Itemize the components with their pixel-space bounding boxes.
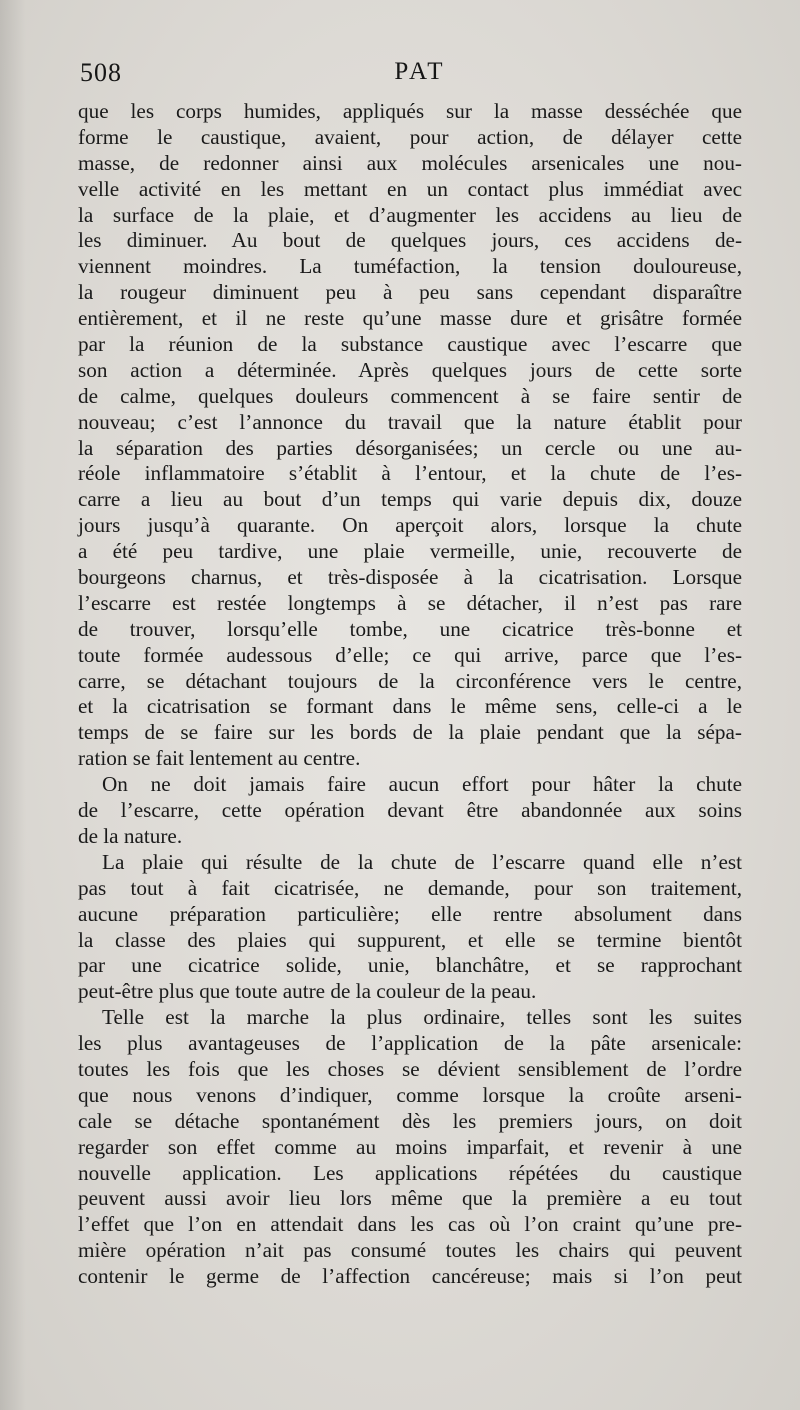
text-line: temps de se faire sur les bords de la plaie pendant que la sépa- xyxy=(78,720,742,745)
text-line: la classe des plaies qui suppurent, et elle se termine bientôt xyxy=(78,927,742,952)
text-line: carre a lieu au bout d’un temps qui varie depuis dix, douze xyxy=(78,487,742,512)
text-line: nouveau; c’est l’annonce du travail que la nature établit pour xyxy=(78,409,742,434)
text-line: cale se détache spontanément dès les premiers jours, on doit xyxy=(78,1108,742,1133)
text-line: de calme, quelques douleurs commencent à se faire sentir de xyxy=(78,383,742,408)
text-line: entièrement, et il ne reste qu’une masse dure et grisâtre formée xyxy=(78,306,742,331)
text-line: que les corps humides, appliqués sur la masse desséchée que xyxy=(78,99,742,123)
text-line: les plus avantageuses de l’application de la pâte arsenicale: xyxy=(78,1031,742,1056)
text-line: ration se fait lentement au centre. xyxy=(78,746,361,771)
body-text xyxy=(78,99,742,1290)
text-line: son action a déterminée. Après quelques jours de cette sorte xyxy=(78,357,742,382)
text-line: velle activité en les mettant en un contact plus immédiat avec xyxy=(78,176,742,201)
text-line: réole inflammatoire s’établit à l’entour, et la chute de l’es- xyxy=(78,461,742,486)
text-line: la rougeur diminuent peu à peu sans cependant disparaître xyxy=(78,280,742,305)
text-line: masse, de redonner ainsi aux molécules arsenicales une nou- xyxy=(78,150,742,175)
text-line: de la nature. xyxy=(78,823,183,848)
text-line: Telle est la marche la plus ordinaire, telles sont les suites xyxy=(102,1005,742,1030)
text-line: bourgeons charnus, et très-disposée à la cicatrisation. Lorsque xyxy=(78,565,742,590)
running-head: PAT xyxy=(394,58,446,85)
text-line: et la cicatrisation se formant dans le même sens, celle-ci a le xyxy=(78,694,742,719)
text-line: l’effet que l’on en attendait dans les cas où l’on craint qu’une pre- xyxy=(78,1212,742,1237)
text-line: par une cicatrice solide, unie, blanchâtre, et se rapprochant xyxy=(78,953,742,978)
text-line: a été peu tardive, une plaie vermeille, unie, recouverte de xyxy=(78,539,742,564)
text-line: viennent moindres. La tuméfaction, la tension douloureuse, xyxy=(78,254,742,279)
text-line: de l’escarre, cette opération devant être abandonnée aux soins xyxy=(78,798,742,823)
text-line: pas tout à fait cicatrisée, ne demande, pour son traitement, xyxy=(78,875,742,900)
page-header xyxy=(80,58,740,92)
text-line: aucune préparation particulière; elle rentre absolument dans xyxy=(78,901,742,926)
text-line: On ne doit jamais faire aucun effort pour hâter la chute xyxy=(102,772,742,797)
text-line: peut-être plus que toute autre de la couleur de la peau. xyxy=(78,979,537,1004)
text-line: La plaie qui résulte de la chute de l’escarre quand elle n’est xyxy=(102,849,742,874)
text-line: toutes les fois que les choses se dévient sensiblement de l’ordre xyxy=(78,1056,742,1081)
text-line: la séparation des parties désorganisées; un cercle ou une au- xyxy=(78,435,742,460)
text-line: l’escarre est restée longtemps à se détacher, il n’est pas rare xyxy=(78,590,742,615)
text-line: de trouver, lorsqu’elle tombe, une cicatrice très-bonne et xyxy=(78,616,742,641)
page-number: 508 xyxy=(80,58,122,87)
text-line: carre, se détachant toujours de la circonférence vers le centre, xyxy=(78,668,742,693)
text-line: jours jusqu’à quarante. On aperçoit alors, lorsque la chute xyxy=(78,513,742,538)
text-line: forme le caustique, avaient, pour action, de délayer cette xyxy=(78,124,742,149)
text-line: les diminuer. Au bout de quelques jours, ces accidens de- xyxy=(78,228,742,253)
text-line: toute formée audessous d’elle; ce qui arrive, parce que l’es- xyxy=(78,642,742,667)
text-line: contenir le germe de l’affection cancéreuse; mais si l’on peut xyxy=(78,1264,742,1289)
text-line: que nous venons d’indiquer, comme lorsque la croûte arseni- xyxy=(78,1082,742,1107)
text-line: peuvent aussi avoir lieu lors même que la première a eu tout xyxy=(78,1186,742,1211)
text-line: nouvelle application. Les applications répétées du caustique xyxy=(78,1160,742,1185)
text-line: mière opération n’ait pas consumé toutes les chairs qui peuvent xyxy=(78,1238,742,1263)
text-line: la surface de la plaie, et d’augmenter les accidens au lieu de xyxy=(78,202,742,227)
text-line: regarder son effet comme au moins imparfait, et revenir à une xyxy=(78,1134,742,1159)
spine-shadow xyxy=(0,0,26,1410)
text-line: par la réunion de la substance caustique avec l’escarre que xyxy=(78,332,742,357)
